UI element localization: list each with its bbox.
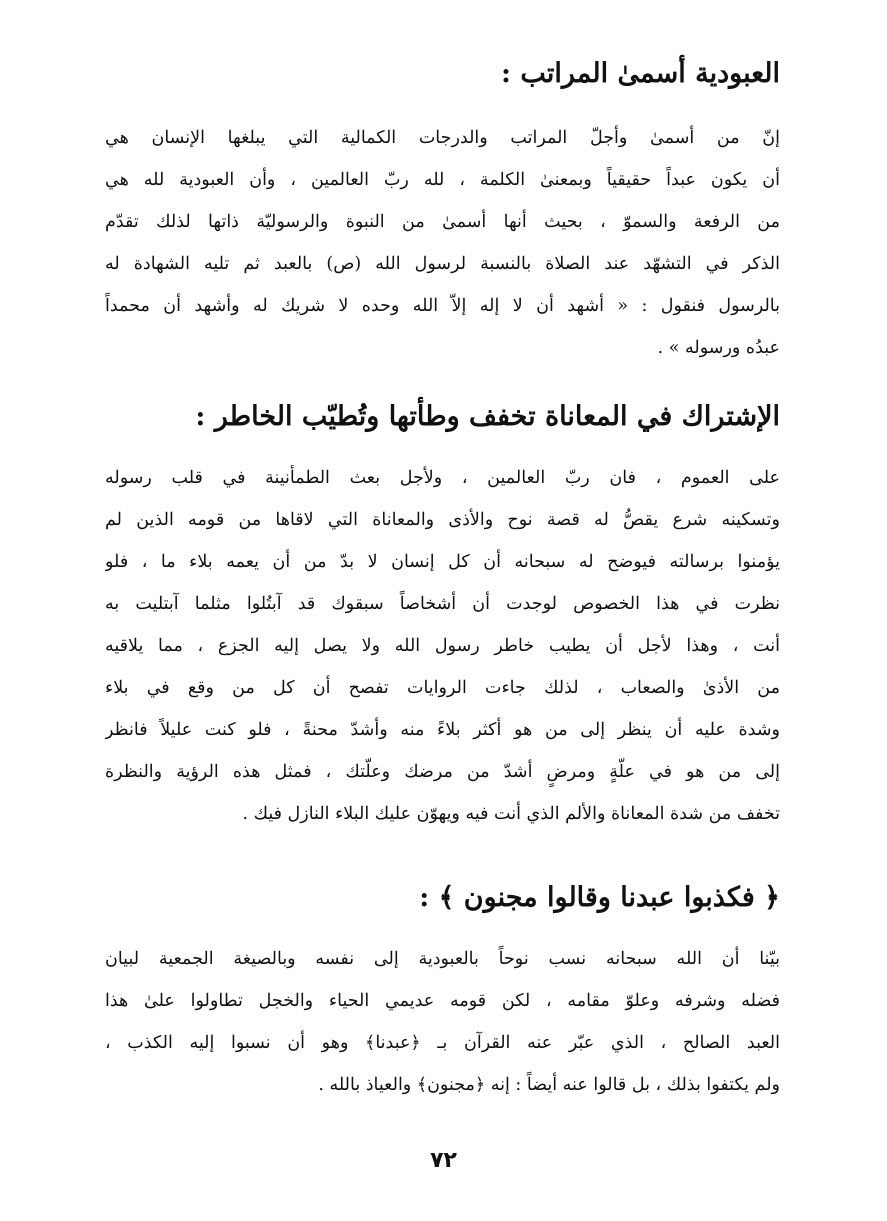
section-1-heading: العبودية أسمىٰ المراتب : [500,58,780,89]
text-line: إلى من هو في علّةٍ ومرضٍ أشدّ من مرضك وعلّتك ، فمثل هذه الرؤية والنظرة [105,762,780,782]
text-line: أن يكون عبداً حقيقياً وبمعنىٰ الكلمة ، لله ربّ العالمين ، وأن العبودية لله هي [105,170,780,190]
text-line: الذكر في التشهّد عند الصلاة بالنسبة لرسول الله (ص) بالعبد ثم تليه الشهادة له [105,254,780,274]
text-line: يؤمنوا برسالته فيوضح له سبحانه أن كل إنسان لا بدّ من أن يعمه بلاء ما ، فلو [105,552,780,572]
text-line: نظرت في هذا الخصوص لوجدت أن أشخاصاً سبقوك قد آبتُلوا مثلما آبتليت به [105,594,780,614]
section-2-heading: الإشتراك في المعاناة تخفف وطأتها وتُطيّب الخاطر : [195,401,780,432]
text-line: عبدُه ورسوله » . [657,338,780,358]
section-3-paragraph [105,938,780,1106]
text-line: فضله وشرفه وعلوّ مقامه ، لكن قومه عديمي الحياء والخجل تطاولوا علىٰ هذا [105,991,780,1011]
text-line: وتسكينه شرع يقصُّ له قصة نوح والأذى والمعاناة التي لاقاها من قومه الذين لم [105,510,780,530]
text-line: بالرسول فنقول : « أشهد أن لا إله إلاّ الله وحده لا شريك له وأشهد أن محمداً [105,296,780,316]
text-line: من الأذىٰ والصعاب ، لذلك جاءت الروايات تفصح أن كل من وقع في بلاء [105,678,780,698]
text-line: ولم يكتفوا بذلك ، بل قالوا عنه أيضاً : إنه ﴿مجنون﴾ والعياذ بالله . [318,1075,780,1095]
text-line: بيّنا أن الله سبحانه نسب نوحاً بالعبودية إلى نفسه وبالصيغة الجمعية لبيان [105,949,780,969]
section-1-paragraph [105,117,780,369]
page-number: ٧٢ [430,1148,457,1173]
section-2-paragraph [105,457,780,835]
text-line: على العموم ، فان ربّ العالمين ، ولأجل بعث الطمأنينة في قلب رسوله [105,468,780,488]
text-line: وشدة عليه أن ينظر إلى من هو أكثر بلاءً منه وأشدّ محنةً ، فلو كنت عليلاً فانظر [105,720,780,740]
text-line: العبد الصالح ، الذي عبّر عنه القرآن بـ ﴿عبدنا﴾ وهو أن نسبوا إليه الكذب ، [105,1033,780,1053]
section-3-heading: ﴿ فكذبوا عبدنا وقالوا مجنون ﴾ : [419,882,780,913]
text-line: إنّ من أسمىٰ وأجلّ المراتب والدرجات الكمالية التي يبلغها الإنسان هي [105,128,780,148]
text-line: تخفف من شدة المعاناة والألم الذي أنت فيه ويهوّن عليك البلاء النازل فيك . [242,804,780,824]
text-line: من الرفعة والسموّ ، بحيث أنها أسمىٰ من النبوة والرسوليّة ذاتها لذلك تقدّم [105,212,780,232]
text-line: أنت ، وهذا لأجل أن يطيب خاطر رسول الله ولا يصل إليه الجزع ، مما يلاقيه [105,636,780,656]
